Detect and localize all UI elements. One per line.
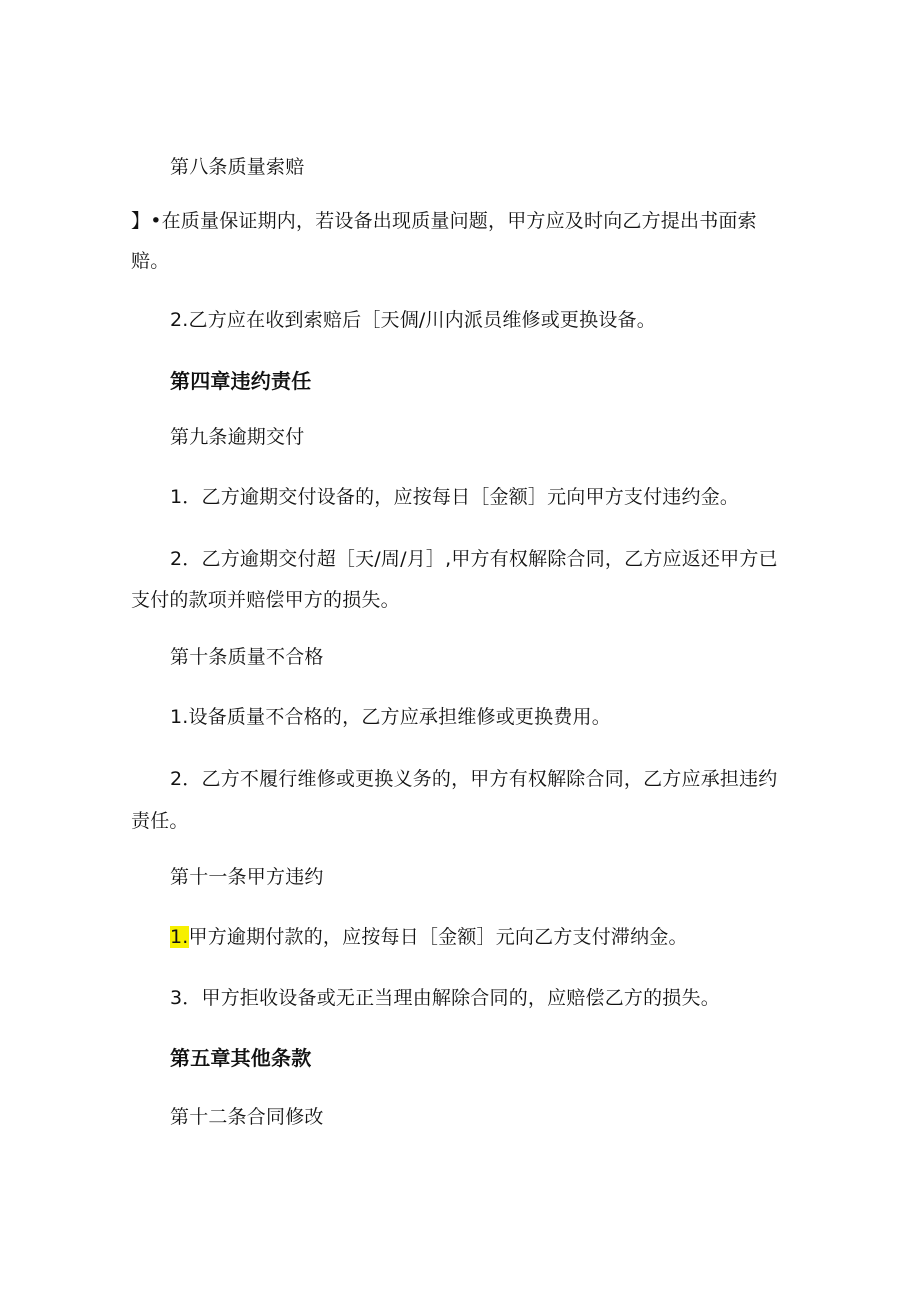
- clause-11-title: 第十一条甲方违约: [170, 866, 324, 888]
- clause-10-item-2-line-1: 2．乙方不履行维修或更换义务的，甲方有权解除合同，乙方应承担违约: [170, 768, 778, 790]
- clause-8-title: 第八条质量索赔: [170, 156, 305, 178]
- clause-9-title: 第九条逾期交付: [170, 426, 305, 448]
- chapter-5-heading: 第五章其他条款: [170, 1046, 312, 1070]
- chapter-4-heading: 第四章违约责任: [170, 369, 312, 393]
- clause-12-title: 第十二条合同修改: [170, 1106, 324, 1128]
- clause-11-item-1-text: 甲方逾期付款的，应按每日［金额］元向乙方支付滞纳金。: [188, 926, 688, 948]
- clause-8-item-2: 2.乙方应在收到索赔后［天倜/川内派员维修或更换设备。: [170, 309, 656, 331]
- clause-8-item-1-line-1: 】•在质量保证期内，若设备出现质量问题，甲方应及时向乙方提出书面索: [131, 210, 757, 232]
- highlighted-item-number: 1.: [170, 926, 189, 948]
- clause-9-item-1: 1．乙方逾期交付设备的，应按每日［金额］元向甲方支付违约金。: [170, 486, 740, 508]
- clause-9-item-2-line-2: 支付的款项并赔偿甲方的损失。: [131, 589, 400, 611]
- clause-10-title: 第十条质量不合格: [170, 646, 324, 668]
- clause-10-item-1: 1.设备质量不合格的，乙方应承担维修或更换费用。: [170, 706, 611, 728]
- clause-11-item-1: [170, 926, 688, 948]
- clause-11-item-3: 3．甲方拒收设备或无正当理由解除合同的，应赔偿乙方的损失。: [170, 987, 720, 1009]
- clause-10-item-2-line-2: 责任。: [131, 810, 189, 832]
- clause-9-item-2-line-1: 2．乙方逾期交付超［天/周/月］,甲方有权解除合同，乙方应返还甲方已: [170, 548, 778, 570]
- clause-8-item-1-line-2: 赔。: [131, 250, 170, 272]
